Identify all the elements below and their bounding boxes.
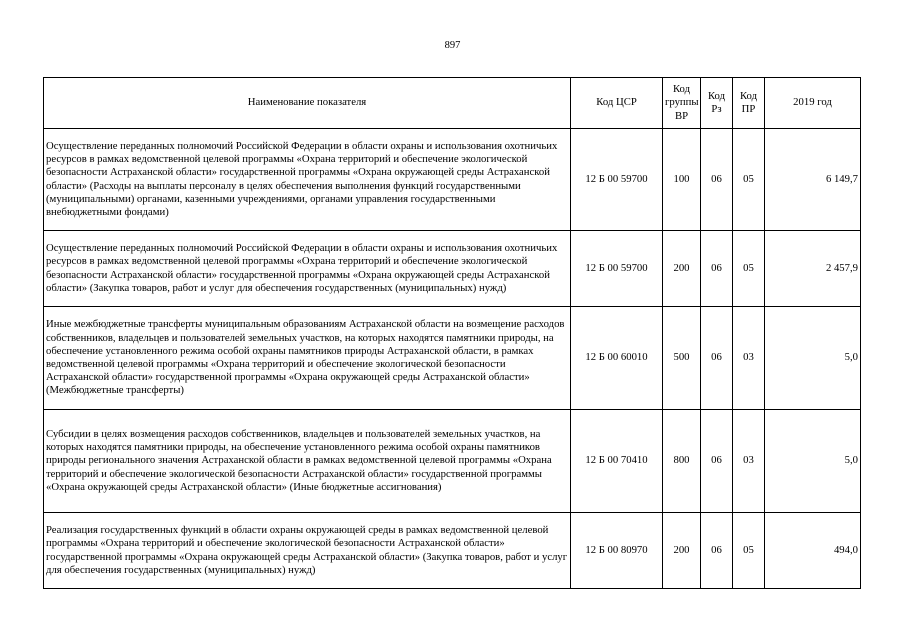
cell-vr: 200 <box>663 513 701 589</box>
cell-vr: 100 <box>663 129 701 231</box>
cell-vr: 800 <box>663 410 701 513</box>
cell-vr: 200 <box>663 231 701 307</box>
cell-amount: 6 149,7 <box>765 129 861 231</box>
cell-name: Иные межбюджетные трансферты муниципальным образованиям Астраханской области на возмещение расходов собственников, владельцев и пользователей земельных участков, на которых находятся памятники природы, на обеспечение установленного режима особой охраны памятников природы Астраханской области, в рамках ведомственной целевой программы «Охрана территорий и обеспечение экологической безопасности Астраханской области» государственной программы «Охрана окружающей среды Астраханской области» (Межбюджетные трансферты) <box>44 307 571 410</box>
cell-name: Осуществление переданных полномочий Российской Федерации в области охраны и использования охотничьих ресурсов в рамках ведомственной целевой программы «Охрана территорий и обеспечение экологической безопасности Астраханской области» государственной программы «Охрана окружающей среды Астраханской области» (Расходы на выплаты персоналу в целях обеспечения выполнения функций государственными (муниципальными) органами, казенными учреждениями, органами управления государственными внебюджетными фондами) <box>44 129 571 231</box>
header-csr: Код ЦСР <box>571 78 663 129</box>
cell-vr: 500 <box>663 307 701 410</box>
cell-amount: 494,0 <box>765 513 861 589</box>
cell-csr: 12 Б 00 59700 <box>571 129 663 231</box>
header-name: Наименование показателя <box>44 78 571 129</box>
table-row <box>44 513 861 589</box>
cell-pr: 05 <box>733 513 765 589</box>
cell-name: Реализация государственных функций в области охраны окружающей среды в рамках ведомственной целевой программы «Охрана территорий и обеспечение экологической безопасности Астраханской области» государственной программы «Охрана окружающей среды Астраханской области» (Закупка товаров, работ и услуг для обеспечения государственных (муниципальных) нужд) <box>44 513 571 589</box>
cell-csr: 12 Б 00 80970 <box>571 513 663 589</box>
cell-pr: 03 <box>733 410 765 513</box>
cell-csr: 12 Б 00 70410 <box>571 410 663 513</box>
page-number: 897 <box>444 40 461 51</box>
cell-name: Субсидии в целях возмещения расходов собственников, владельцев и пользователей земельных участков, на которых находятся памятники природы, на обеспечение установленного режима особой охраны памятников природы регионального значения Астраханской области в рамках ведомственной целевой программы «Охрана территорий и обеспечение экологической безопасности Астраханской области» государственной программы «Охрана окружающей среды Астраханской области» (Иные бюджетные ассигнования) <box>44 410 571 513</box>
cell-rz: 06 <box>701 231 733 307</box>
table-row <box>44 231 861 307</box>
table-row <box>44 129 861 231</box>
cell-rz: 06 <box>701 307 733 410</box>
budget-table <box>43 77 861 589</box>
header-vr: Код группы ВР <box>663 78 701 129</box>
cell-pr: 05 <box>733 231 765 307</box>
header-year: 2019 год <box>765 78 861 129</box>
header-pr: Код ПР <box>733 78 765 129</box>
table-row <box>44 410 861 513</box>
cell-pr: 05 <box>733 129 765 231</box>
cell-rz: 06 <box>701 513 733 589</box>
header-rz: Код Рз <box>701 78 733 129</box>
table-row <box>44 307 861 410</box>
cell-name: Осуществление переданных полномочий Российской Федерации в области охраны и использования охотничьих ресурсов в рамках ведомственной целевой программы «Охрана территорий и обеспечение экологической безопасности Астраханской области» государственной программы «Охрана окружающей среды Астраханской области» (Закупка товаров, работ и услуг для обеспечения государственных (муниципальных) нужд) <box>44 231 571 307</box>
table-header-row <box>44 78 861 129</box>
cell-pr: 03 <box>733 307 765 410</box>
cell-rz: 06 <box>701 129 733 231</box>
cell-csr: 12 Б 00 59700 <box>571 231 663 307</box>
cell-rz: 06 <box>701 410 733 513</box>
cell-amount: 5,0 <box>765 410 861 513</box>
cell-amount: 2 457,9 <box>765 231 861 307</box>
cell-amount: 5,0 <box>765 307 861 410</box>
cell-csr: 12 Б 00 60010 <box>571 307 663 410</box>
